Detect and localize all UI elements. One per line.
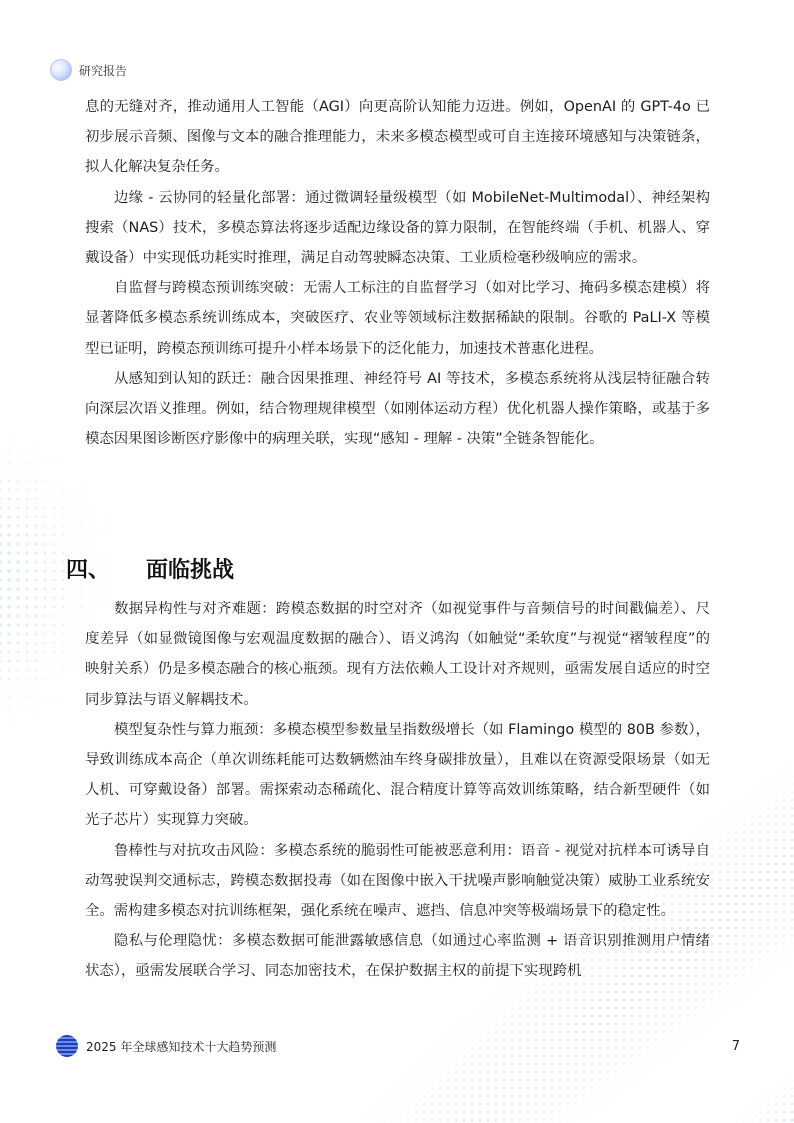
footer-logo-icon [56, 1035, 78, 1057]
section-title: 面临挑战 [146, 558, 235, 583]
header-title: 研究报告 [79, 63, 128, 78]
footer-title: 2025 年全球感知技术十大趋势预测 [86, 1039, 277, 1054]
page-number: 7 [731, 1038, 740, 1054]
body-paragraph: 数据异构性与对齐难题：跨模态数据的时空对齐（如视觉事件与音频信号的时间戳偏差）、尺度差异（如显微镜图像与宏观温度数据的融合）、语义鸿沟（如触觉“柔软度”与视觉“褶皱程度”的映射关系）仍是多模态融合的核心瓶颈。现有方法依赖人工设计对齐规则，亟需发展自适应的时空同步算法与语义解耦技术。 [85, 601, 710, 708]
page-header [50, 58, 127, 82]
body-paragraph: 息的无缝对齐，推动通用人工智能（AGI）向更高阶认知能力迈进。例如，OpenAI 的 GPT-4o 已初步展示音频、图像与文本的融合推理能力，未来多模态模型或可自主连接环境感知与决策链条，拟人化解决复杂任务。 [85, 99, 710, 176]
section-text-block [85, 594, 710, 987]
intro-text-block [85, 92, 710, 454]
body-paragraph: 模型复杂性与算力瓶颈：多模态模型参数量呈指数级增长（如 Flamingo 模型的 80B 参数），导致训练成本高企（单次训练耗能可达数辆燃油车终身碳排放量），且难以在资源受限场景（如无人机、可穿戴设备）部署。需探索动态稀疏化、混合精度计算等高效训练策略，结合新型硬件（如光子芯片）实现算力突破。 [85, 721, 710, 829]
body-paragraph: 隐私与伦理隐忧：多模态数据可能泄露敏感信息（如通过心率监测 + 语音识别推测用户情绪状态），亟需发展联合学习、同态加密技术，在保护数据主权的前提下实现跨机 [85, 933, 710, 980]
body-paragraph: 鲁棒性与对抗攻击风险：多模态系统的脆弱性可能被恶意利用：语音 - 视觉对抗样本可诱导自动驾驶误判交通标志，跨模态数据投毒（如在图像中嵌入干扰噪声影响触觉决策）威胁工业系统安全。需构建多模态对抗训练框架，强化系统在噪声、遮挡、信息冲突等极端场景下的稳定性。 [85, 842, 710, 920]
body-paragraph: 自监督与跨模态预训练突破：无需人工标注的自监督学习（如对比学习、掩码多模态建模）将显著降低多模态系统训练成本，突破医疗、农业等领域标注数据稀缺的限制。谷歌的 PaLI-X 等模型已证明，跨模态预训练可提升小样本场景下的泛化能力，加速技术普惠化进程。 [85, 280, 710, 357]
body-paragraph: 从感知到认知的跃迁：融合因果推理、神经符号 AI 等技术，多模态系统将从浅层特征融合转向深层次语义推理。例如，结合物理规律模型（如刚体运动方程）优化机器人操作策略，或基于多模态因果图诊断医疗影像中的病理关联，实现“感知 - 理解 - 决策”全链条智能化。 [85, 370, 710, 448]
section-heading [66, 553, 234, 584]
body-paragraph: 边缘 - 云协同的轻量化部署：通过微调轻量级模型（如 MobileNet-Multimodal）、神经架构搜索（NAS）技术，多模态算法将逐步适配边缘设备的算力限制，在智能终端（手机、机器人、穿戴设备）中实现低功耗实时推理，满足自动驾驶瞬态决策、工业质检毫秒级响应的需求。 [85, 189, 710, 267]
page-footer [56, 1035, 740, 1057]
section-number: 四、 [66, 558, 111, 583]
header-logo-icon [50, 59, 72, 81]
